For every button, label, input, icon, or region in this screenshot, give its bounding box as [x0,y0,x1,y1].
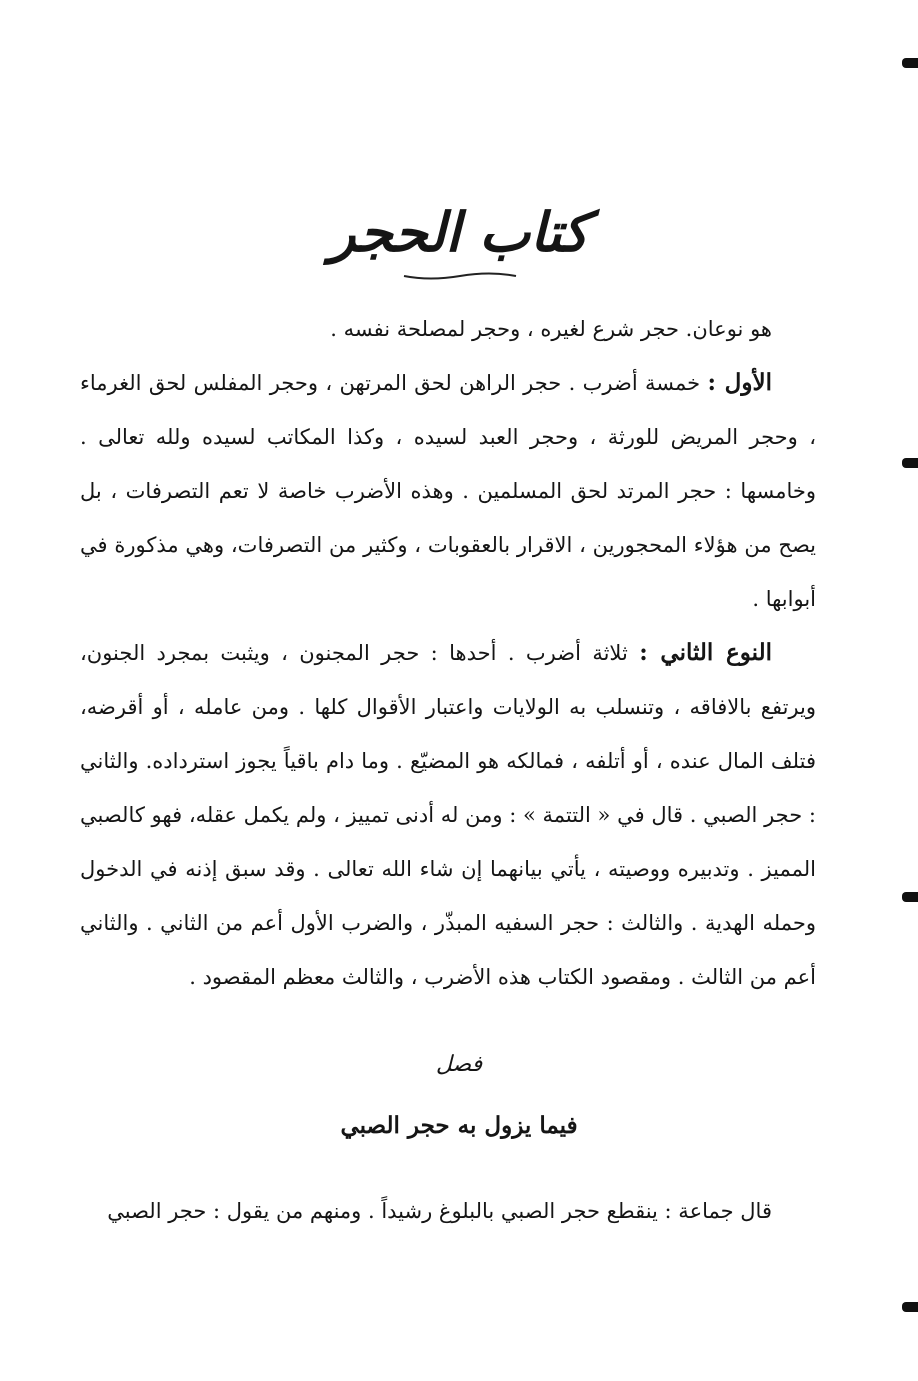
intro-text: هو نوعان. حجر شرع لغيره ، وحجر لمصلحة نفسه . [330,317,772,341]
edge-mark [902,1302,918,1312]
title-flourish [400,270,520,282]
final-text [80,1184,816,1238]
section-heading: فصل [435,1052,483,1077]
final-line: قال جماعة : ينقطع حجر الصبي بالبلوغ رشيداً . ومنهم من يقول : حجر الصبي [107,1199,772,1223]
second-kind-paragraph [80,626,816,1004]
first-kind-paragraph [80,356,816,626]
edge-mark [902,892,918,902]
second-kind-lead: النوع الثاني : [639,639,772,666]
final-paragraph [80,1184,816,1238]
book-title: كتاب الحجر [329,200,589,264]
edge-mark [902,58,918,68]
edge-mark [902,458,918,468]
second-kind-text: ثلاثة أضرب . أحدها : حجر المجنون ، ويثبت بمجرد الجنون، ويرتفع بالافاقه ، وتنسلب به الولايات واعتبار الأقوال كلها . ومن عامله ، أو أقرضه، فتلف المال عنده ، أو أتلفه ، فمالكه هو المضيّع . وما دام باقياً يجوز استرداده. والثاني : حجر الصبي . قال في « التتمة » : ومن له أدنى تمييز ، ولم يكمل عقله، فهو كالصبي المميز . وتدبيره ووصيته ، يأتي بيانهما إن شاء الله تعالى . وقد سبق إذنه في الدخول وحمله الهدية . والثالث : حجر السفيه المبذّر ، والضرب الأول أعم من الثاني . والثاني أعم من الثالث . ومقصود الكتاب هذه الأضرب ، والثالث معظم المقصود . [80,641,816,989]
main-text [80,302,816,1004]
section-subheading: فيما يزول به حجر الصبي [340,1112,578,1139]
first-kind-text: خمسة أضرب . حجر الراهن لحق المرتهن ، وحجر المفلس لحق الغرماء ، وحجر المريض للورثة ، وحجر العبد لسيده ، وكذا المكاتب لسيده ولله تعالى . وخامسها : حجر المرتد لحق المسلمين . وهذه الأضرب خاصة لا تعم التصرفات ، بل يصح من هؤلاء المحجورين ، الاقرار بالعقوبات ، وكثير من التصرفات، وهي مذكورة في أبوابها . [80,371,816,611]
first-kind-lead: الأول : [707,369,772,396]
intro-paragraph [80,302,816,356]
